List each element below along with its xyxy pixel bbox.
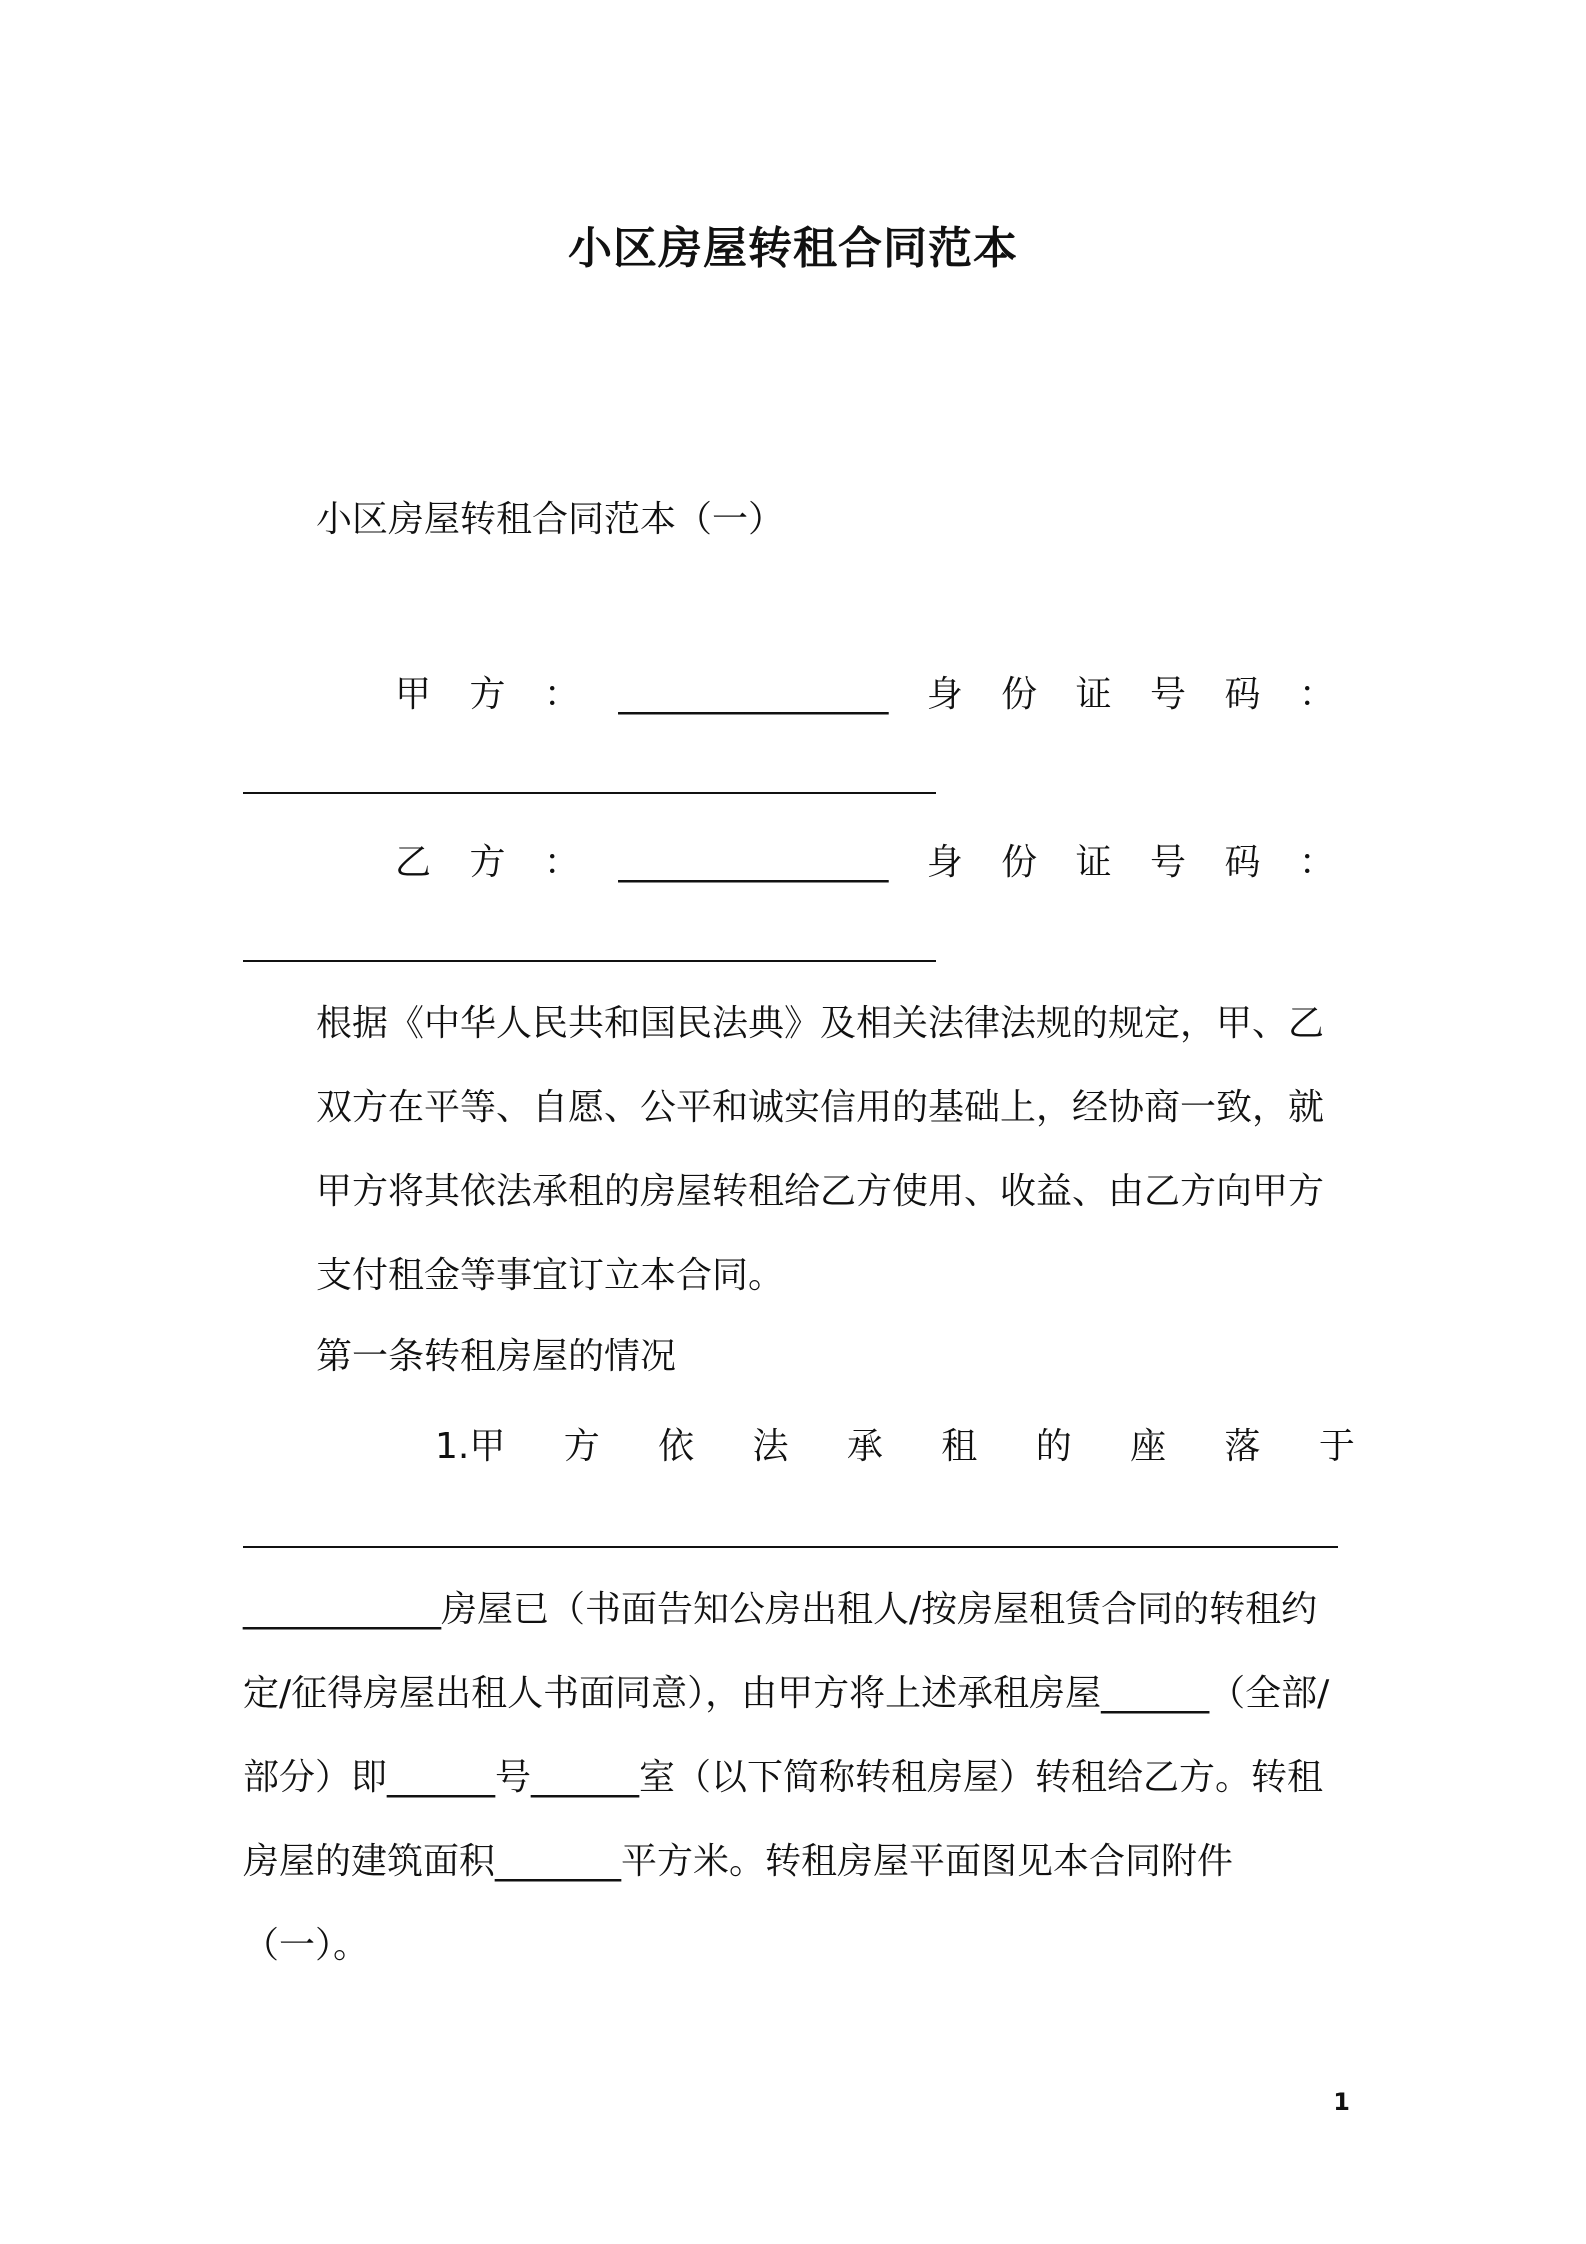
- clause-1-char: 方: [563, 1426, 600, 1467]
- party-b-label-char: 乙: [395, 842, 432, 883]
- party-b-name-blank: _______________: [618, 842, 889, 883]
- party-a-id-char: 证: [1075, 674, 1112, 715]
- party-b-id-char: 身: [926, 842, 963, 883]
- clause-1-char: 的: [1035, 1426, 1072, 1467]
- clause-1-body: ___________房屋已（书面告知公房出租人/按房屋租赁合同的转租约定/征得房屋出租人书面同意），由甲方将上述承租房屋______（全部/部分）即______号______室（以下简称转租房屋）转租给乙方。转租房屋的建筑面积_______平方米。转租房屋平面图见本合同附件（一）。: [243, 1589, 1330, 1966]
- party-a-label-char: ：: [543, 674, 580, 715]
- clause-1-char: 1.甲: [435, 1426, 506, 1467]
- party-b-label-char: ：: [543, 842, 580, 883]
- party-b-id-char: 证: [1075, 842, 1112, 883]
- party-b-row: [395, 834, 1335, 885]
- intro-paragraph-text: 根据《中华人民共和国民法典》及相关法律法规的规定，甲、乙双方在平等、自愿、公平和诚实信用的基础上，经协商一致，就甲方将其依法承租的房屋转租给乙方使用、收益、由乙方向甲方支付租金等事宜订立本合同。: [316, 1003, 1325, 1296]
- clause-1-char: 依: [658, 1426, 695, 1467]
- party-a-label-char: 方: [469, 674, 506, 715]
- party-a-id-char: 号: [1150, 674, 1187, 715]
- party-b-label-char: 方: [469, 842, 506, 883]
- clause-1-char: 座: [1130, 1426, 1167, 1467]
- page-number: 1: [1333, 2088, 1350, 2116]
- party-a-label-char: 甲: [395, 674, 432, 715]
- party-b-id-char: 份: [1001, 842, 1038, 883]
- document-title: 小区房屋转租合同范本: [568, 223, 1018, 274]
- party-a-row: [395, 666, 1335, 717]
- clause-1-char: 租: [941, 1426, 978, 1467]
- intro-paragraph: [243, 982, 1353, 1318]
- party-a-id-char: 身: [926, 674, 963, 715]
- clause-1-char: 承: [846, 1426, 883, 1467]
- clause-1-first-line: [435, 1418, 1355, 1469]
- clause-1-char: 落: [1224, 1426, 1261, 1467]
- party-a-id-char: 码: [1224, 674, 1261, 715]
- party-a-id-char: ：: [1298, 674, 1335, 715]
- clause-1-char: 于: [1318, 1426, 1355, 1467]
- clause-1-char: 法: [752, 1426, 789, 1467]
- contract-subtitle: 小区房屋转租合同范本（一）: [316, 499, 785, 540]
- location-blank-line: [243, 1546, 1338, 1548]
- party-a-name-blank: _______________: [618, 674, 889, 715]
- party-b-id-char: 码: [1224, 842, 1261, 883]
- party-a-id-char: 份: [1001, 674, 1038, 715]
- party-b-id-blank-line: [243, 960, 936, 962]
- party-a-id-blank-line: [243, 792, 936, 794]
- article-1-heading: 第一条转租房屋的情况: [316, 1336, 677, 1377]
- party-b-id-char: ：: [1298, 842, 1335, 883]
- party-b-id-char: 号: [1150, 842, 1187, 883]
